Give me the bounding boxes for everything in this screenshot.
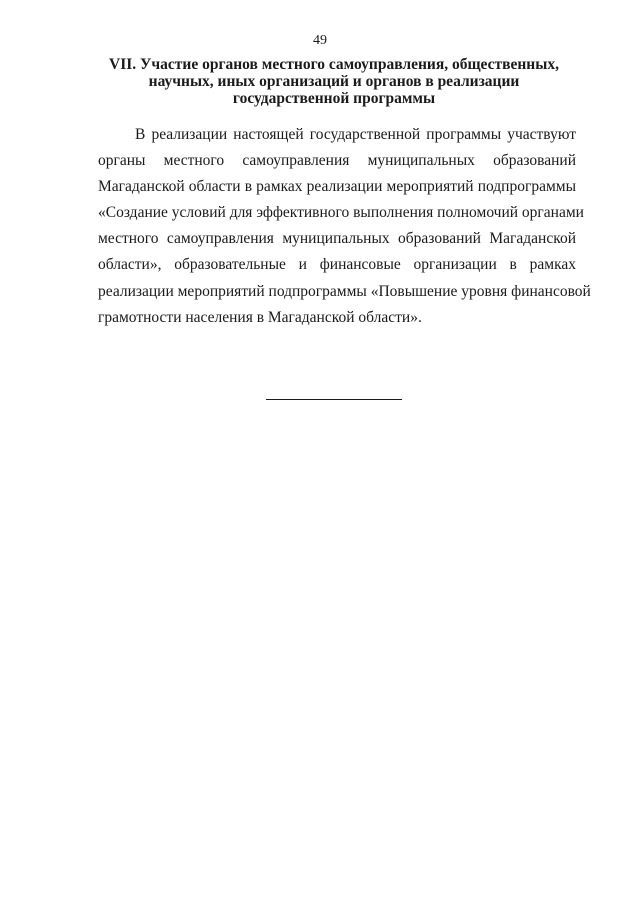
- paragraph-line: области», образовательные и финансовые организации в рамках: [98, 256, 576, 274]
- section-title: [98, 56, 570, 107]
- section-title-line: VII. Участие органов местного самоуправления, общественных,: [109, 56, 559, 73]
- paragraph-line: «Создание условий для эффективного выполнения полномочий органами: [98, 204, 584, 222]
- section-title-line: научных, иных организаций и органов в реализации: [148, 73, 520, 90]
- paragraph-line: Магаданской области в рамках реализации мероприятий подпрограммы: [98, 178, 576, 196]
- paragraph-line: местного самоуправления муниципальных образований Магаданской: [98, 230, 576, 248]
- paragraph-line: грамотности населения в Магаданской области».: [98, 308, 422, 326]
- body-paragraph: [98, 122, 591, 331]
- page-number: 49: [313, 33, 327, 48]
- paragraph-line: В реализации настоящей государственной программы участвуют: [135, 126, 576, 143]
- paragraph-line: органы местного самоуправления муниципальных образований: [98, 152, 576, 170]
- section-title-line: государственной программы: [232, 90, 436, 107]
- paragraph-line: реализации мероприятий подпрограммы «Повышение уровня финансовой: [98, 282, 591, 300]
- section-end-divider: [266, 399, 402, 400]
